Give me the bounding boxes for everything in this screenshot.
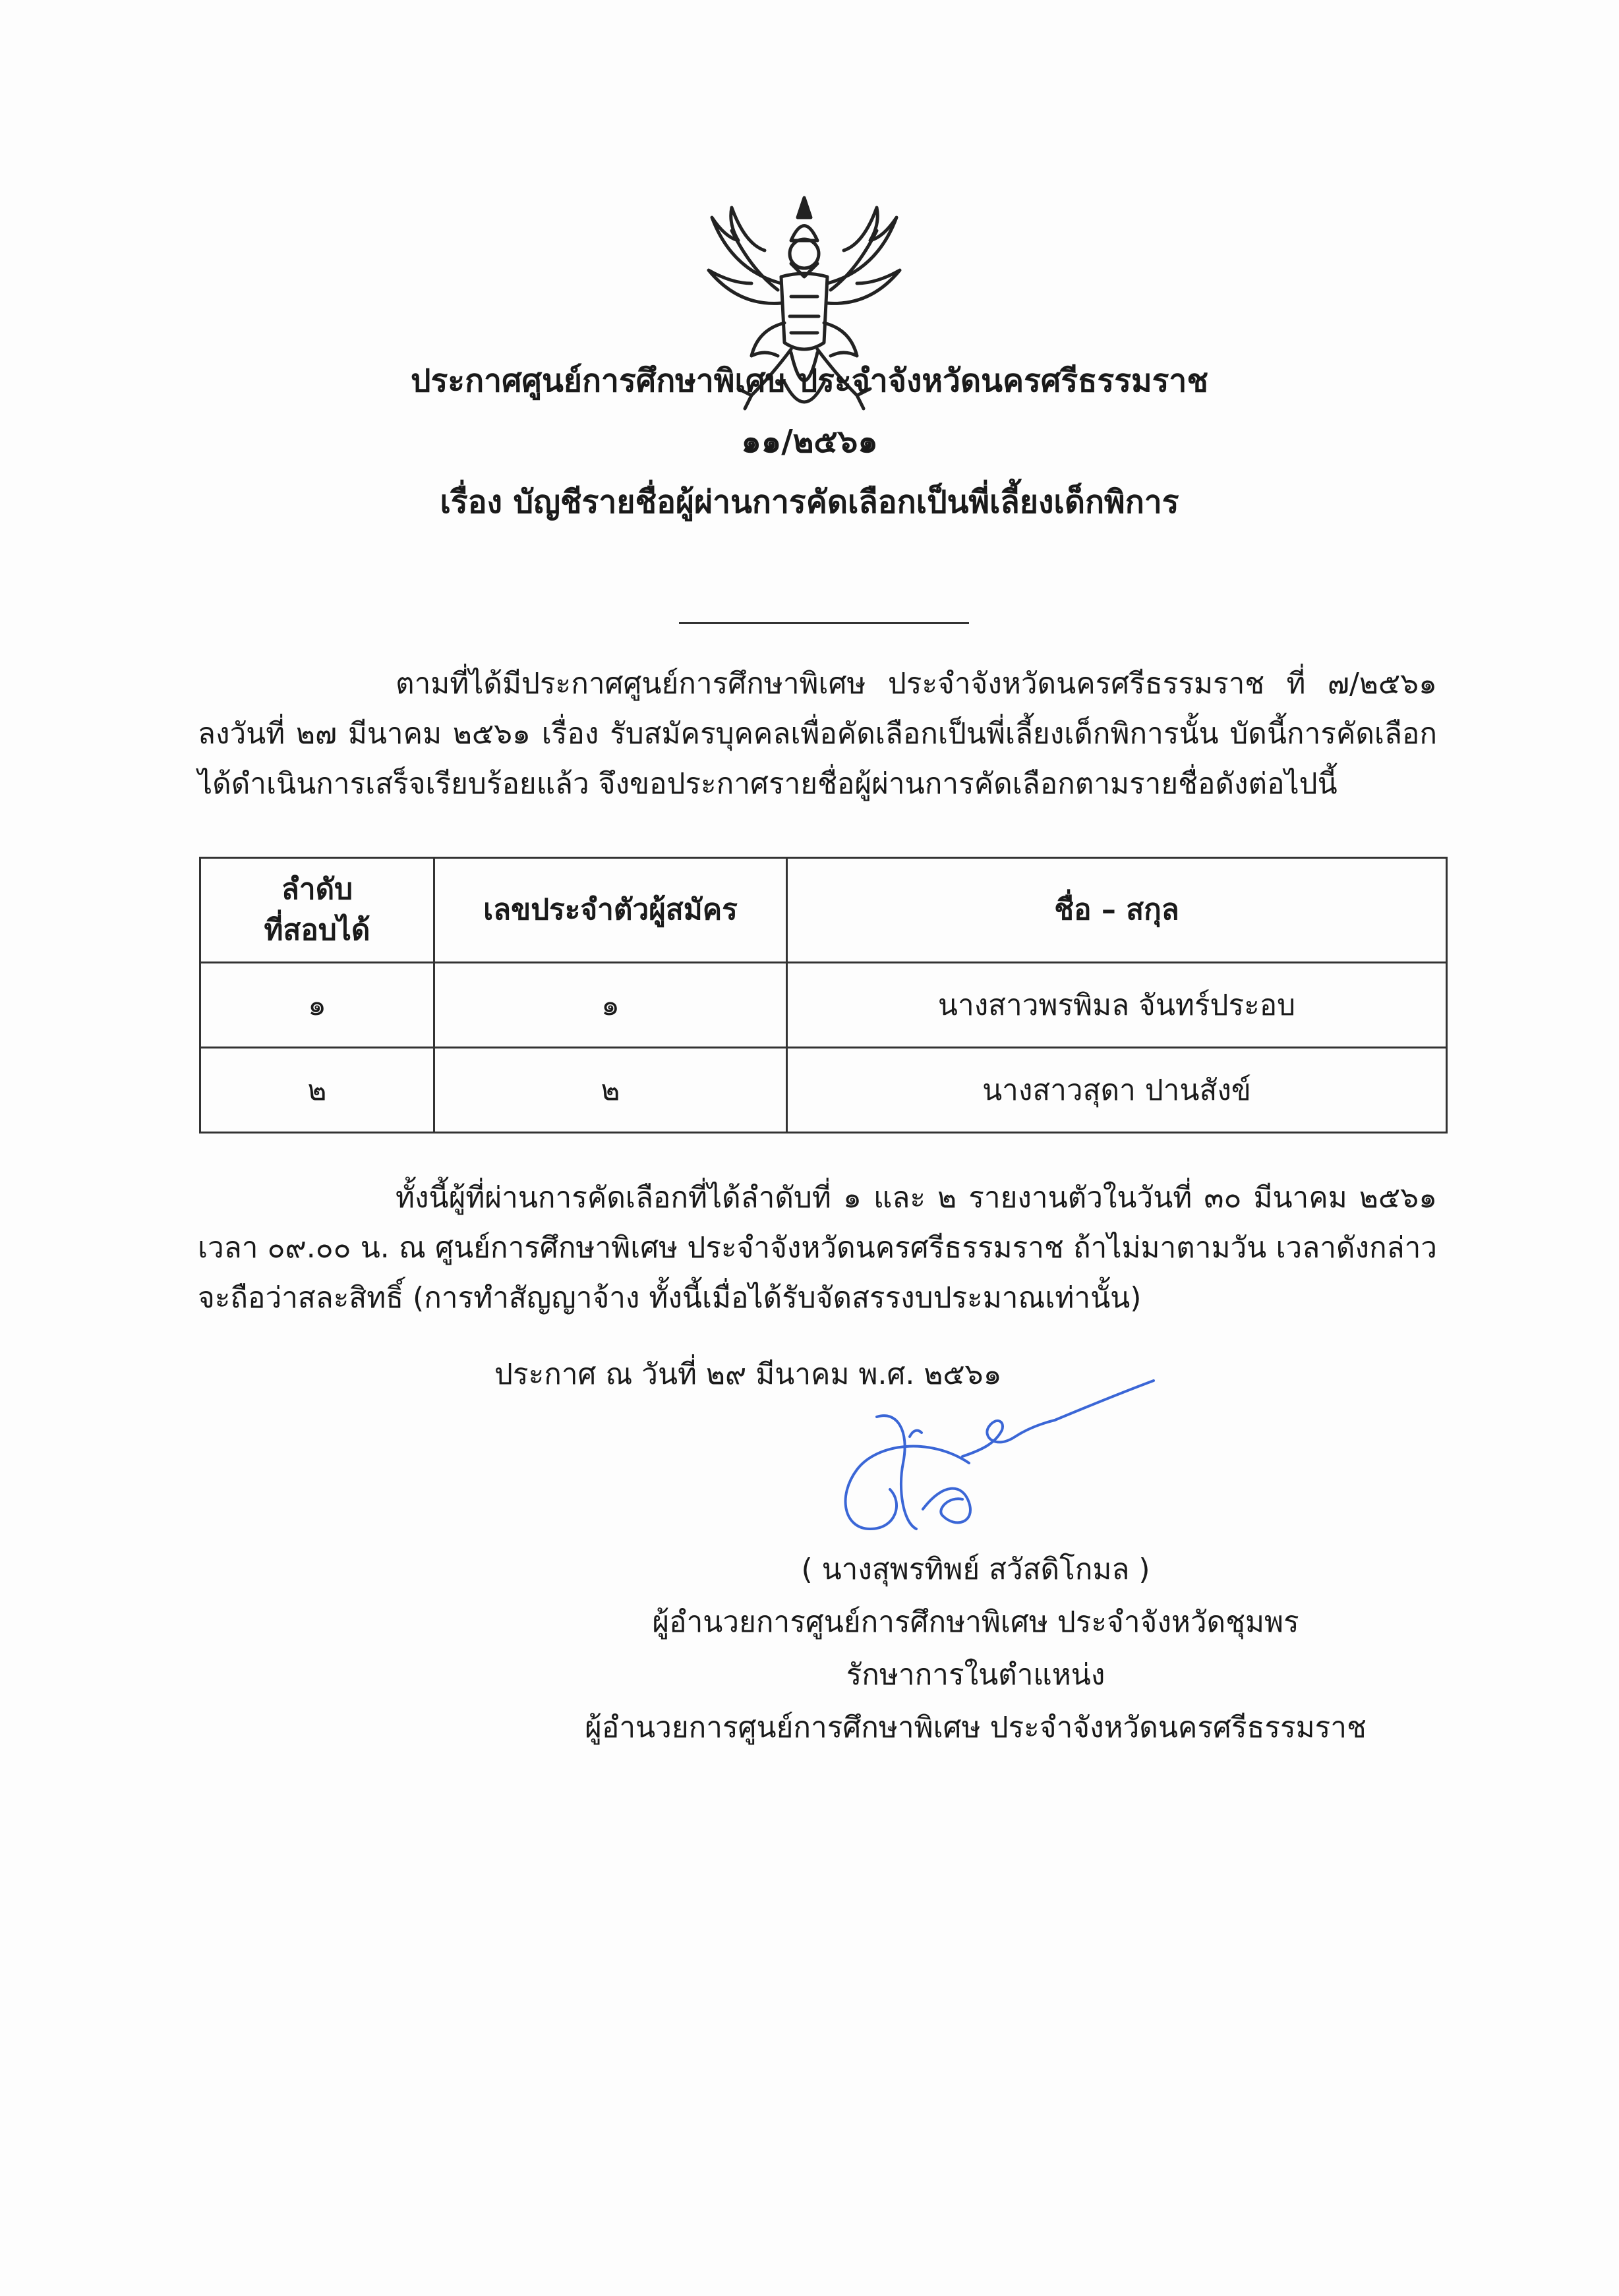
announcement-subject: เรื่อง บัญชีรายชื่อผู้ผ่านการคัดเลือกเป็นพี่เลี้ยงเด็กพิการ [440,484,1179,521]
intro-line-3: ได้ดำเนินการเสร็จเรียบร้อยแล้ว จึงขอประกาศรายชื่อผู้ผ่านการคัดเลือกตามรายชื่อดังต่อไปนี้ [198,767,1338,801]
rank-cell: ๑ [200,963,434,1048]
results-table [199,857,1448,1134]
announcement-number: ๑๑/๒๕๖๑ [741,423,878,460]
intro-line-1: ตามที่ได้มีประกาศศูนย์การศึกษาพิเศษ ประจำจังหวัดนครศรีธรรมราช ที่ ๗/๒๕๖๑ [396,667,1437,701]
signatory-name: ( นางสุพรทิพย์ สวัสดิโกมล ) [801,1553,1150,1586]
signatory-position-2: รักษาการในตำแหน่ง [846,1658,1105,1692]
closing-line-2: เวลา ๐๙.๐๐ น. ณ ศูนย์การศึกษาพิเศษ ประจำจังหวัดนครศรีธรรมราช ถ้าไม่มาตามวัน เวลาดังกล่าว [198,1231,1437,1265]
rank-cell: ๒ [200,1048,434,1133]
signatory-position-1: ผู้อำนวยการศูนย์การศึกษาพิเศษ ประจำจังหวัดชุมพร [652,1605,1299,1639]
name-cell: นางสาวพรพิมล จันทร์ประอบ [787,963,1447,1048]
intro-paragraph [198,659,1437,809]
header-applicant-id: เลขประจำตัวผู้สมัคร [434,858,787,963]
title-divider [679,622,969,624]
name-cell: นางสาวสุดา ปานสังข์ [787,1048,1447,1133]
table-header-row [200,858,1447,963]
announcement-date: ประกาศ ณ วันที่ ๒๙ มีนาคม พ.ศ. ๒๕๖๑ [494,1358,1002,1391]
closing-paragraph [198,1173,1437,1323]
header-rank-line-2: ที่สอบได้ [264,913,370,947]
header-name: ชื่อ – สกุล [787,858,1447,963]
announcement-title: ประกาศศูนย์การศึกษาพิเศษ ประจำจังหวัดนครศรีธรรมราช [411,362,1208,399]
signatory-position-3: ผู้อำนวยการศูนย์การศึกษาพิเศษ ประจำจังหวัดนครศรีธรรมราช [585,1711,1367,1744]
signatory-block [547,1543,1404,1754]
header-rank [200,858,434,963]
applicant-id-cell: ๑ [434,963,787,1048]
intro-line-2: ลงวันที่ ๒๗ มีนาคม ๒๕๖๑ เรื่อง รับสมัครบุคคลเพื่อคัดเลือกเป็นพี่เลี้ยงเด็กพิการนั้น บัดนี้การคัดเลือก [198,717,1437,751]
table-row [200,963,1447,1048]
table-row [200,1048,1447,1133]
closing-line-1: ทั้งนี้ผู้ที่ผ่านการคัดเลือกที่ได้ลำดับที่ ๑ และ ๒ รายงานตัวในวันที่ ๓๐ มีนาคม ๒๕๖๑ [396,1181,1437,1215]
applicant-id-cell: ๒ [434,1048,787,1133]
closing-line-3: จะถือว่าสละสิทธิ์ (การทำสัญญาจ้าง ทั้งนี้เมื่อได้รับจัดสรรงบประมาณเท่านั้น) [198,1281,1142,1315]
header-rank-line-1: ลำดับ [281,873,353,906]
handwritten-signature [745,1351,1167,1549]
